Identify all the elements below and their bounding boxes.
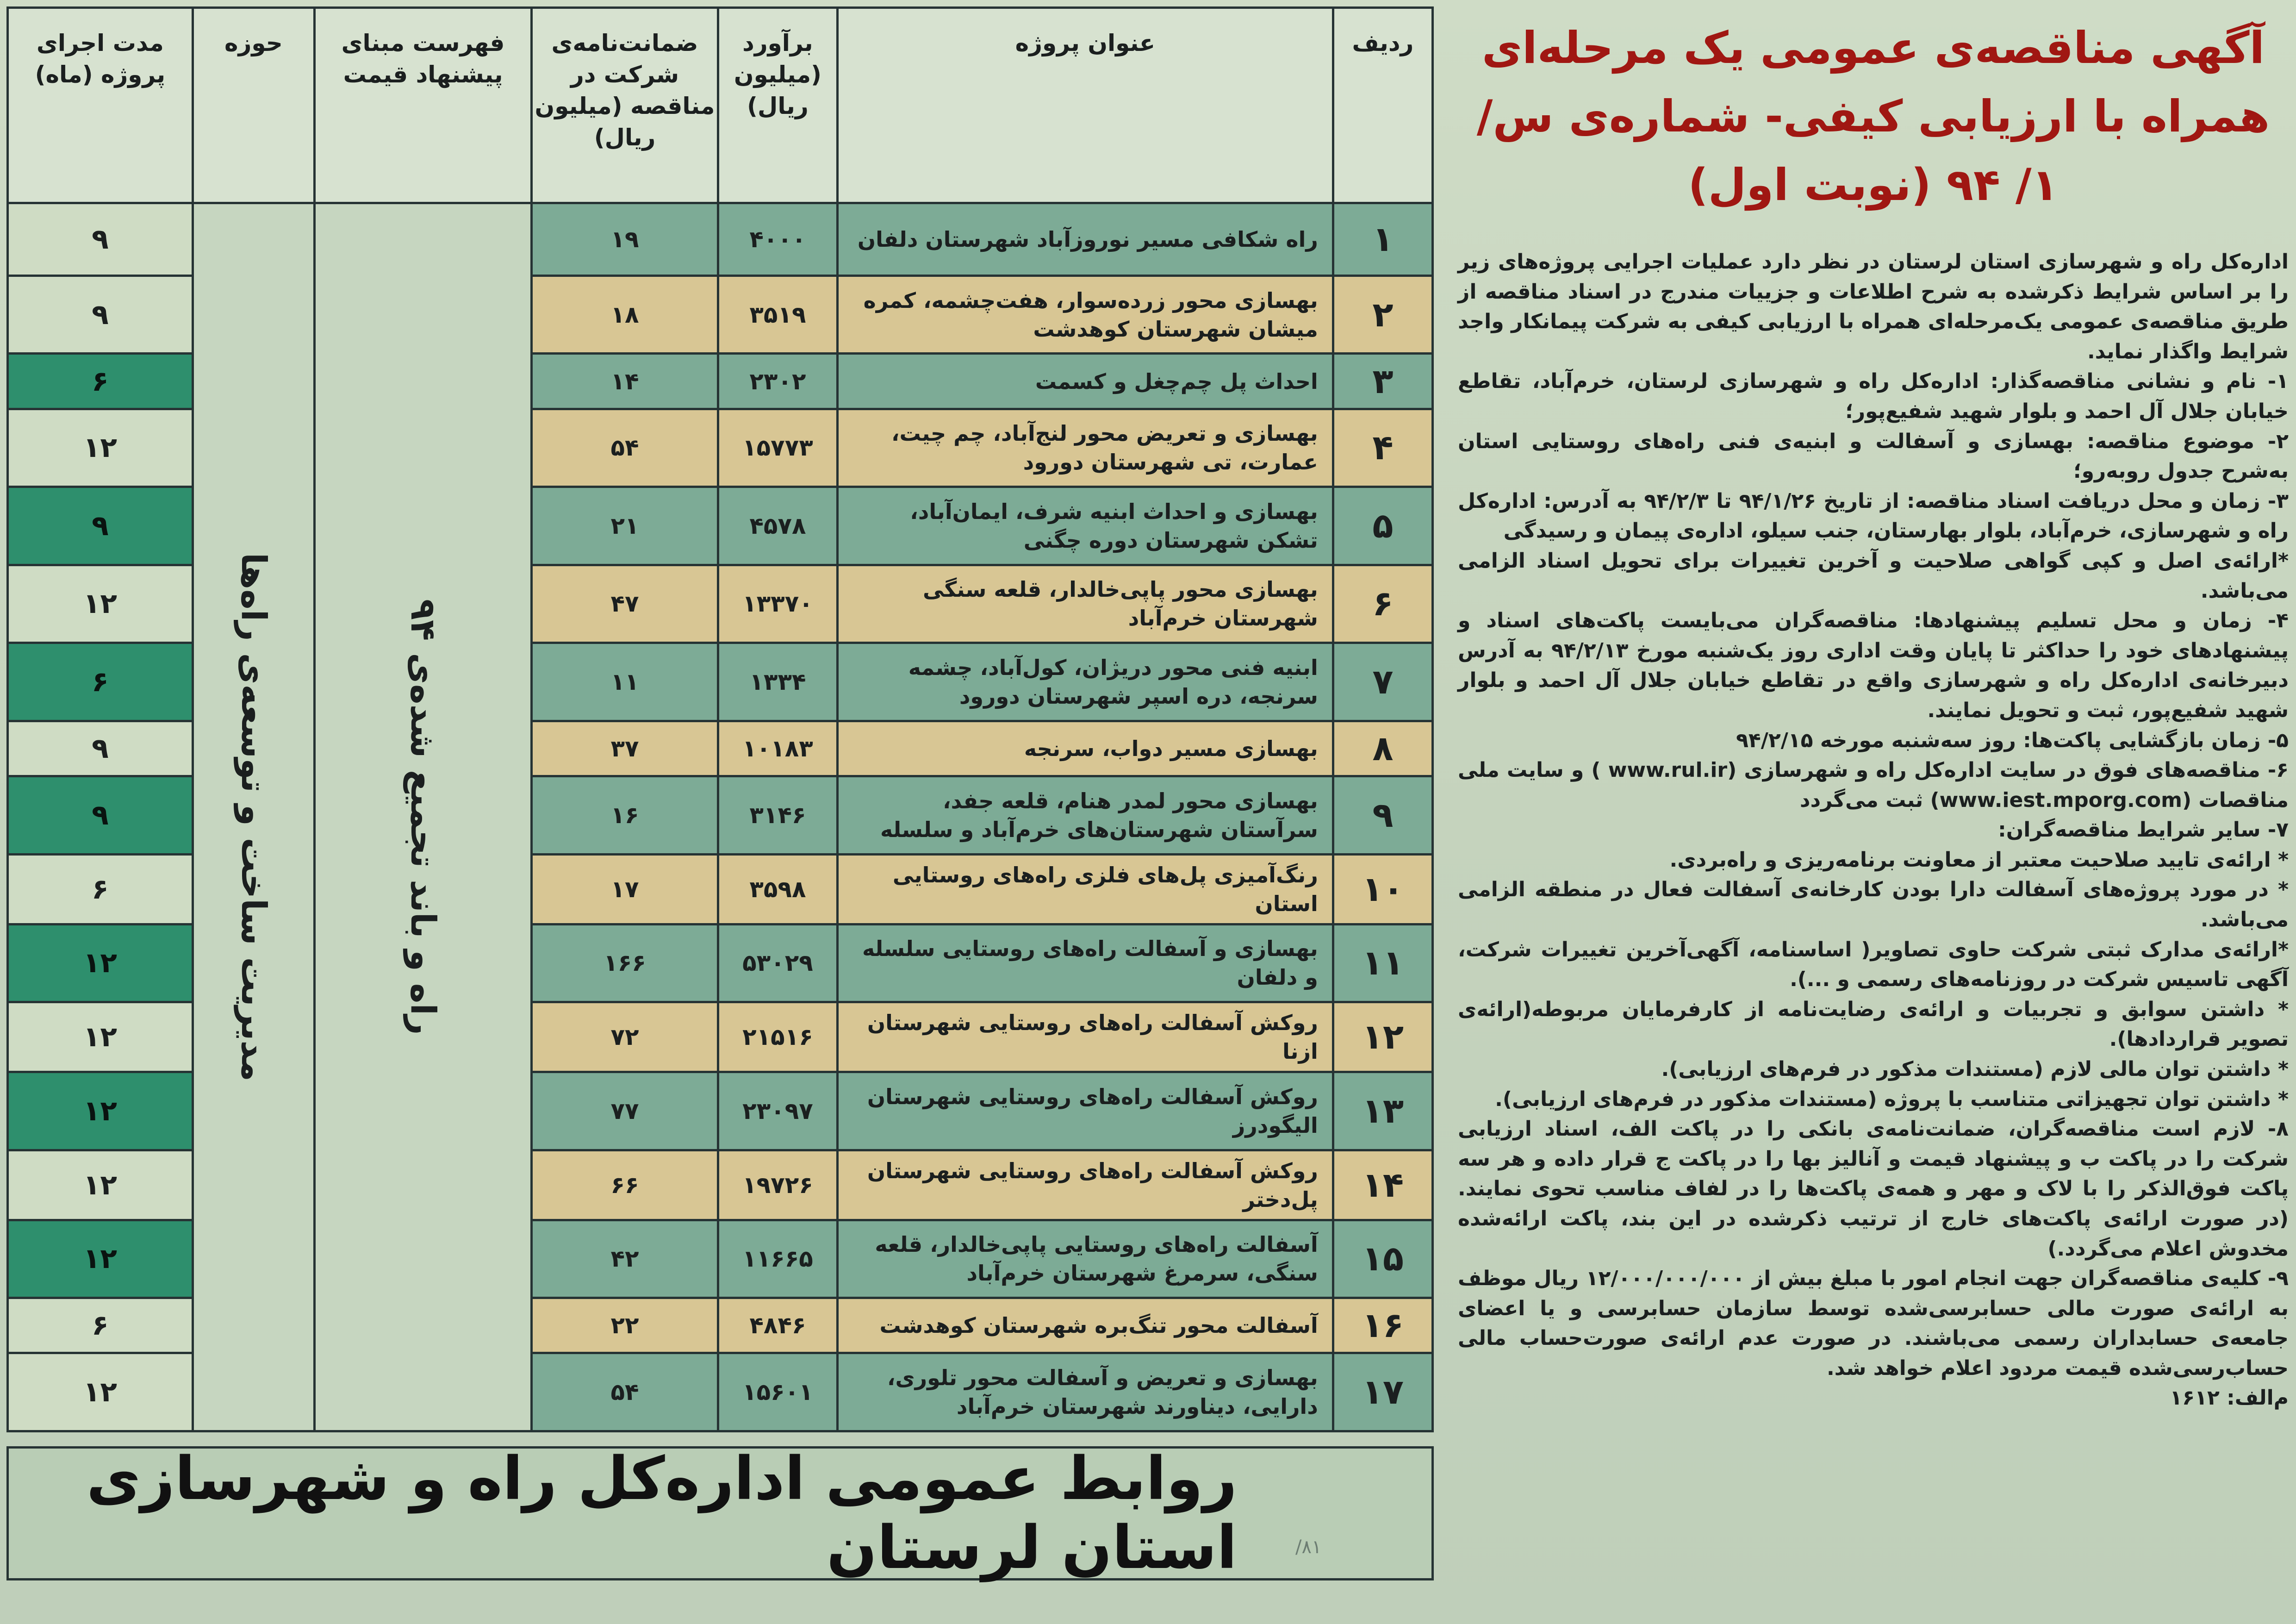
header-guarantee: ضمانت‌نامه‌ی شرکت در مناقصه (میلیون ریال) (532, 8, 718, 203)
estimate-value: ۱۵۷۷۳ (718, 409, 837, 487)
guarantee-value: ۷۲ (532, 1002, 718, 1072)
announcement-signature: م‌الف: ۱۶۱۲ (2170, 1386, 2289, 1410)
estimate-value: ۳۵۱۹ (718, 275, 837, 354)
tender-table (6, 6, 1434, 1432)
table-body (8, 203, 1433, 1431)
announcement-title: آگهی مناقصه‌ی عمومی یک مرحله‌ای همراه با ارزیابی کیفی- شماره‌ی س/۱/ ۹۴ (نوبت اول) (1476, 23, 2270, 211)
guarantee-value: ۱۴ (532, 354, 718, 409)
estimate-value: ۴۵۷۸ (718, 487, 837, 565)
header-duration: مدت اجرای پروژه (ماه) (8, 8, 193, 203)
area-text: مدیریت ساخت و توسعه‌ی راه‌ها (233, 553, 274, 1081)
duration-value: ۹ (8, 203, 193, 276)
price-list-text: راه و باند تجمیع شده‌ی ۹۴ (403, 599, 443, 1035)
row-number: ۲ (1333, 275, 1432, 354)
announcement-paragraph: ۲- موضوع مناقصه: بهسازی و آسفالت و ابنیه‌ی فنی راه‌های روستایی استان به‌شرح جدول روبه‌رو؛ (1458, 429, 2289, 483)
guarantee-value: ۱۱ (532, 643, 718, 721)
estimate-value: ۳۱۴۶ (718, 776, 837, 855)
announcement-paragraph: اداره‌کل راه و شهرسازی استان لرستان در نظر دارد عملیات اجرایی پروژه‌های زیر را بر اساس شرایط ذکرشده به شرح اطلاعات و جزییات مندرج در اسناد مناقصه از طریق مناقصه‌ی عمومی یک‌مرحله‌ای همراه با ارزیابی کیفی به شرکت پیمانکار واجد شرایط واگذار نماید. (1458, 250, 2289, 363)
guarantee-value: ۱۷ (532, 854, 718, 924)
estimate-value: ۱۱۶۶۵ (718, 1220, 837, 1298)
project-title: رنگ‌آمیزی پل‌های فلزی راه‌های روستایی استان (837, 854, 1333, 924)
header-price-list: فهرست مبنای پیشنهاد قیمت (314, 8, 531, 203)
row-number: ۱۷ (1333, 1353, 1432, 1431)
row-number: ۹ (1333, 776, 1432, 855)
announcement-paragraph: *ارائه‌ی مدارک ثبتی شرکت حاوی تصاویر( اساسنامه، آگهی‌آخرین تغییرات شرکت، آگهی تاسیس شرکت در روزنامه‌های رسمی و ...). (1458, 937, 2289, 992)
duration-value: ۶ (8, 643, 193, 721)
estimate-value: ۱۰۱۸۳ (718, 721, 837, 776)
row-number: ۵ (1333, 487, 1432, 565)
row-number: ۳ (1333, 354, 1432, 409)
duration-value: ۶ (8, 354, 193, 409)
project-title: آسفالت راه‌های روستایی پاپی‌خالدار، قلعه سنگی، سرمرغ شهرستان خرم‌آباد (837, 1220, 1333, 1298)
duration-value: ۹ (8, 487, 193, 565)
duration-value: ۱۲ (8, 1150, 193, 1220)
row-number: ۱۱ (1333, 924, 1432, 1002)
project-title: روکش آسفالت راه‌های روستایی شهرستان ازنا (837, 1002, 1333, 1072)
guarantee-value: ۱۸ (532, 275, 718, 354)
project-title: ابنیه فنی محور دریژان، کول‌آباد، چشمه سرنجه، دره اسپر شهرستان دورود (837, 643, 1333, 721)
row-number: ۱ (1333, 203, 1432, 276)
announcement-paragraph: *ارائه‌ی اصل و کپی گواهی صلاحیت و آخرین تغییرات برای تحویل اسناد الزامی می‌باشد. (1458, 549, 2289, 603)
guarantee-value: ۱۶ (532, 776, 718, 855)
row-number: ۱۴ (1333, 1150, 1432, 1220)
guarantee-value: ۴۲ (532, 1220, 718, 1298)
estimate-value: ۱۳۳۷۰ (718, 565, 837, 643)
guarantee-value: ۱۹ (532, 203, 718, 276)
footer-title: روابط عمومی اداره‌کل راه و شهرسازی استان لرستان (86, 1444, 1237, 1582)
row-number: ۴ (1333, 409, 1432, 487)
project-title: روکش آسفالت راه‌های روستایی شهرستان پل‌دختر (837, 1150, 1333, 1220)
guarantee-value: ۲۲ (532, 1298, 718, 1353)
row-number: ۱۵ (1333, 1220, 1432, 1298)
project-title: روکش آسفالت راه‌های روستایی شهرستان الیگودرز (837, 1072, 1333, 1150)
project-title: بهسازی محور لمدر هنام، قلعه جفد، سرآستان شهرستان‌های خرم‌آباد و سلسله (837, 776, 1333, 855)
price-list-cell (314, 203, 531, 1431)
announcement-paragraph: * در مورد پروژه‌های آسفالت دارا بودن کارخانه‌ی آسفالت فعال در منطقه الزامی می‌باشد. (1458, 878, 2289, 932)
table-header-row (8, 8, 1433, 203)
project-title: احداث پل چم‌چغل و کسمت (837, 354, 1333, 409)
duration-value: ۱۲ (8, 409, 193, 487)
announcement-paragraph: * داشتن توان تجهیزاتی متناسب با پروژه (مستندات مذکور در فرم‌های ارزیابی). (1495, 1087, 2289, 1111)
row-number: ۱۳ (1333, 1072, 1432, 1150)
duration-value: ۱۲ (8, 1072, 193, 1150)
estimate-value: ۵۳۰۲۹ (718, 924, 837, 1002)
duration-value: ۹ (8, 721, 193, 776)
guarantee-value: ۳۷ (532, 721, 718, 776)
announcement-paragraph: * داشتن توان مالی لازم (مستندات مذکور در فرم‌های ارزیابی). (1661, 1057, 2289, 1081)
duration-value: ۱۲ (8, 1002, 193, 1072)
project-title: بهسازی مسیر دواب، سرنجه (837, 721, 1333, 776)
estimate-value: ۳۵۹۸ (718, 854, 837, 924)
guarantee-value: ۱۶۶ (532, 924, 718, 1002)
guarantee-value: ۲۱ (532, 487, 718, 565)
estimate-value: ۲۳۰۹۷ (718, 1072, 837, 1150)
estimate-value: ۴۰۰۰ (718, 203, 837, 276)
project-title: آسفالت محور تنگ‌بره شهرستان کوهدشت (837, 1298, 1333, 1353)
estimate-value: ۲۱۵۱۶ (718, 1002, 837, 1072)
announcement-paragraph: ۴- زمان و محل تسلیم پیشنهادها: مناقصه‌گران می‌بایست پاکت‌های اسناد و پیشنهادهای خود را حداکثر تا پایان وقت اداری روز یک‌شنبه مورخ ۹۴/۲/۱۳ به آدرس دبیرخانه‌ی اداره‌کل راه و شهرسازی واقع در تقاطع خیابان جلال آل احمد و بلوار شهید شفیع‌پور، ثبت و تحویل نمایند. (1458, 609, 2289, 722)
project-title: بهسازی و تعریض محور لنج‌آباد، چم چیت، عمارت، تی شهرستان دورود (837, 409, 1333, 487)
row-number: ۱۶ (1333, 1298, 1432, 1353)
announcement-body (1458, 247, 2289, 1384)
guarantee-value: ۵۴ (532, 1353, 718, 1431)
project-title: بهسازی محور پاپی‌خالدار، قلعه سنگی شهرستان خرم‌آباد (837, 565, 1333, 643)
row-number: ۷ (1333, 643, 1432, 721)
announcement-paragraph: * داشتن سوابق و تجربیات و ارائه‌ی رضایت‌نامه از کارفرمایان مربوطه(ارائه‌ی تصویر قراردادها). (1458, 997, 2289, 1051)
duration-value: ۹ (8, 776, 193, 855)
project-title: بهسازی و احداث ابنیه شرف، ایمان‌آباد، تشکن شهرستان دوره چگنی (837, 487, 1333, 565)
guarantee-value: ۵۴ (532, 409, 718, 487)
announcement-paragraph: ۶- مناقصه‌های فوق در سایت اداره‌کل راه و شهرسازی (www.rul.ir ) و سایت ملی مناقصات (www.iest.mporg.com) ثبت می‌گردد (1458, 758, 2289, 812)
announcement-paragraph: * ارائه‌ی تایید صلاحیت معتبر از معاونت برنامه‌ریزی و راه‌بردی. (1669, 848, 2289, 872)
announcement-paragraph: ۳- زمان و محل دریافت اسناد مناقصه: از تاریخ ۹۴/۱/۲۶ تا ۹۴/۲/۳ به آدرس: اداره‌کل راه و شهرسازی، خرم‌آباد، بلوار بهارستان، جنب سیلو، اداره‌ی پیمان و رسیدگی (1458, 489, 2289, 543)
duration-value: ۱۲ (8, 924, 193, 1002)
footer-banner (6, 1446, 1434, 1580)
table-row (8, 203, 1433, 276)
project-title: بهسازی و آسفالت راه‌های روستایی سلسله و دلفان (837, 924, 1333, 1002)
header-project-title: عنوان پروژه (837, 8, 1333, 203)
announcement-paragraph: ۵- زمان بازگشایی پاکت‌ها: روز سه‌شنبه مورخه ۹۴/۲/۱۵ (1736, 728, 2289, 752)
estimate-value: ۲۳۰۲ (718, 354, 837, 409)
announcement-paragraph: ۱- نام و نشانی مناقصه‌گذار: اداره‌کل راه و شهرسازی لرستان، خرم‌آباد، تقاطع خیابان جلال آل احمد و بلوار شهید شفیع‌پور؛ (1458, 369, 2289, 423)
estimate-value: ۴۸۴۶ (718, 1298, 837, 1353)
duration-value: ۱۲ (8, 565, 193, 643)
announcement-paragraph: ۸- لازم است مناقصه‌گران، ضمانت‌نامه‌ی بانکی را در پاکت الف، اسناد ارزیابی شرکت را در پاکت ب و پیشنهاد قیمت و آنالیز بها را در پاکت ج قرار داده و هر سه پاکت فوق‌الذکر را با لاک و مهر و همه‌ی پاکت‌ها را در لفاف مناسب تحوی نمایند. (در صورت ارائه‌ی پاکت‌های خارج از ترتیب ذکرشده در این بند، پاکت ارائه‌شده مخدوش اعلام می‌گردد.) (1458, 1117, 2289, 1261)
row-number: ۶ (1333, 565, 1432, 643)
guarantee-value: ۶۶ (532, 1150, 718, 1220)
duration-value: ۶ (8, 854, 193, 924)
estimate-value: ۱۵۶۰۱ (718, 1353, 837, 1431)
project-title: راه شکافی مسیر نوروزآباد شهرستان دلفان (837, 203, 1333, 276)
duration-value: ۹ (8, 275, 193, 354)
estimate-value: ۱۹۷۲۶ (718, 1150, 837, 1220)
guarantee-value: ۷۷ (532, 1072, 718, 1150)
duration-value: ۶ (8, 1298, 193, 1353)
estimate-value: ۱۳۳۴ (718, 643, 837, 721)
project-title: بهسازی و تعریض و آسفالت محور تلوری، دارایی، دیناورند شهرستان خرم‌آباد (837, 1353, 1333, 1431)
header-row-number: ردیف (1333, 8, 1432, 203)
duration-value: ۱۲ (8, 1220, 193, 1298)
footer-mark: ۸۱/ (1295, 1537, 1322, 1558)
guarantee-value: ۴۷ (532, 565, 718, 643)
announcement-paragraph: ۷- سایر شرایط مناقصه‌گران: (1998, 818, 2289, 842)
duration-value: ۱۲ (8, 1353, 193, 1431)
row-number: ۸ (1333, 721, 1432, 776)
announcement-column (1458, 14, 2289, 1616)
area-cell (193, 203, 314, 1431)
row-number: ۱۰ (1333, 854, 1432, 924)
announcement-paragraph: ۹- کلیه‌ی مناقصه‌گران جهت انجام امور با مبلغ بیش از ۱۲/۰۰۰/۰۰۰/۰۰۰ ریال موظف به ارائه‌ی صورت مالی حسابرسی‌شده توسط سازمان حسابرسی و یا اعضای جامعه‌ی حسابداران رسمی می‌باشند. در صورت عدم ارائه‌ی صورت‌حساب مالی حساب‌رسی‌شده قیمت مردود اعلام خواهد شد. (1458, 1267, 2289, 1380)
project-title: بهسازی محور زرده‌سوار، هفت‌چشمه، کمره میشان شهرستان کوهدشت (837, 275, 1333, 354)
row-number: ۱۲ (1333, 1002, 1432, 1072)
header-estimate: برآورد (میلیون ریال) (718, 8, 837, 203)
header-area: حوزه (193, 8, 314, 203)
